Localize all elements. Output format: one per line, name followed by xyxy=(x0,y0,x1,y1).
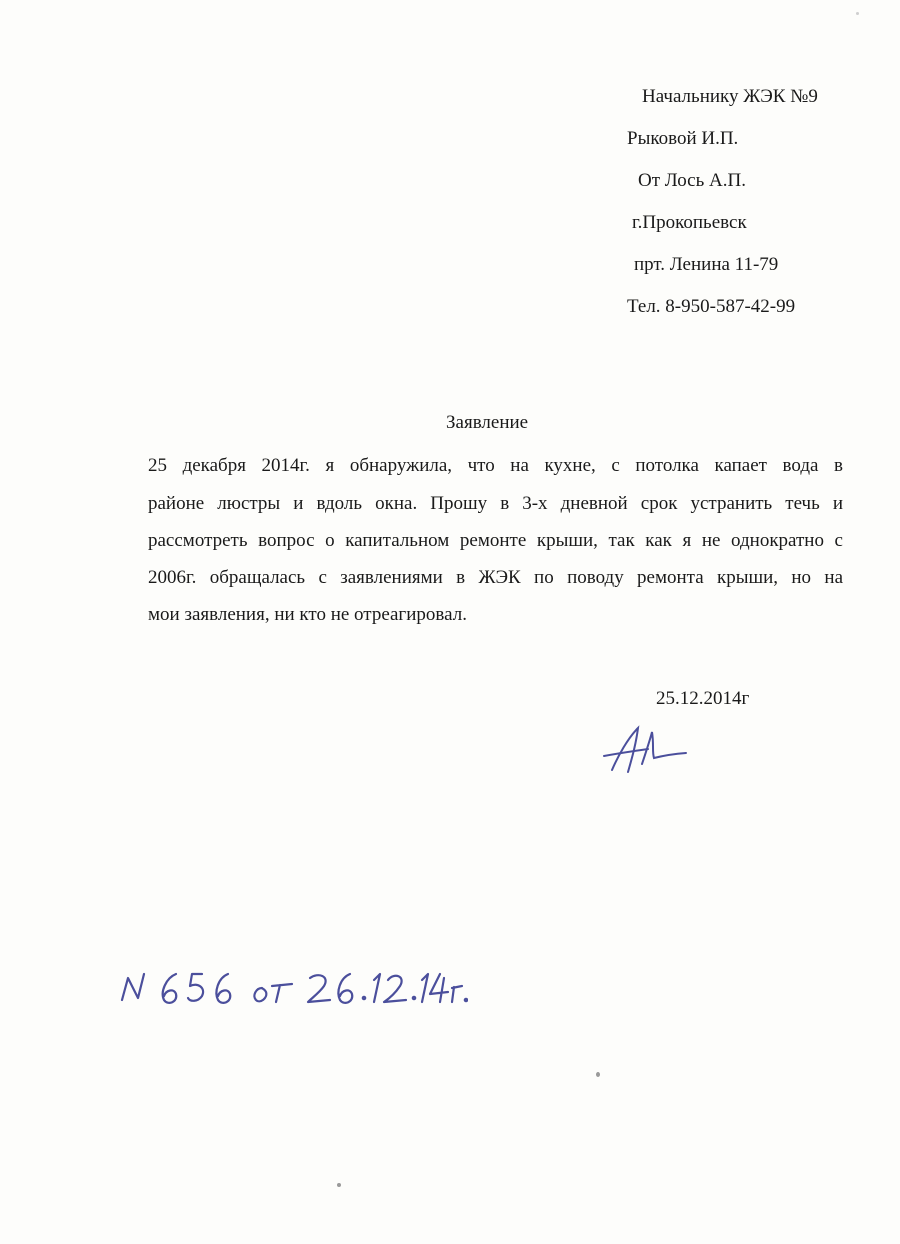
paper-speck xyxy=(856,12,859,15)
sender-address: прт. Ленина 11-79 xyxy=(634,254,779,275)
document-date: 25.12.2014г xyxy=(656,688,750,709)
signature-icon xyxy=(598,722,694,778)
registration-mark-icon xyxy=(118,962,468,1014)
body-line-1: 25 декабря 2014г. я обнаружила, что на кухне, с потолка капает вода в xyxy=(148,455,843,476)
paper-speck xyxy=(337,1183,341,1187)
body-line-4: 2006г. обращалась с заявлениями в ЖЭК по поводу ремонта крыши, но на xyxy=(148,567,843,588)
sender-name: От Лось А.П. xyxy=(638,170,746,191)
addressee-title: Начальнику ЖЭК №9 xyxy=(642,86,818,107)
sender-phone: Тел. 8-950-587-42-99 xyxy=(627,296,796,317)
body-line-2: районе люстры и вдоль окна. Прошу в 3-х дневной срок устранить течь и xyxy=(148,493,843,514)
sender-city: г.Прокопьевск xyxy=(632,212,747,233)
addressee-name: Рыковой И.П. xyxy=(627,128,739,149)
body-line-5: мои заявления, ни кто не отреагировал. xyxy=(148,604,467,625)
paper-speck xyxy=(596,1072,600,1077)
body-line-3: рассмотреть вопрос о капитальном ремонте крыши, так как я не однократно с xyxy=(148,530,843,551)
document-title: Заявление xyxy=(446,412,529,433)
